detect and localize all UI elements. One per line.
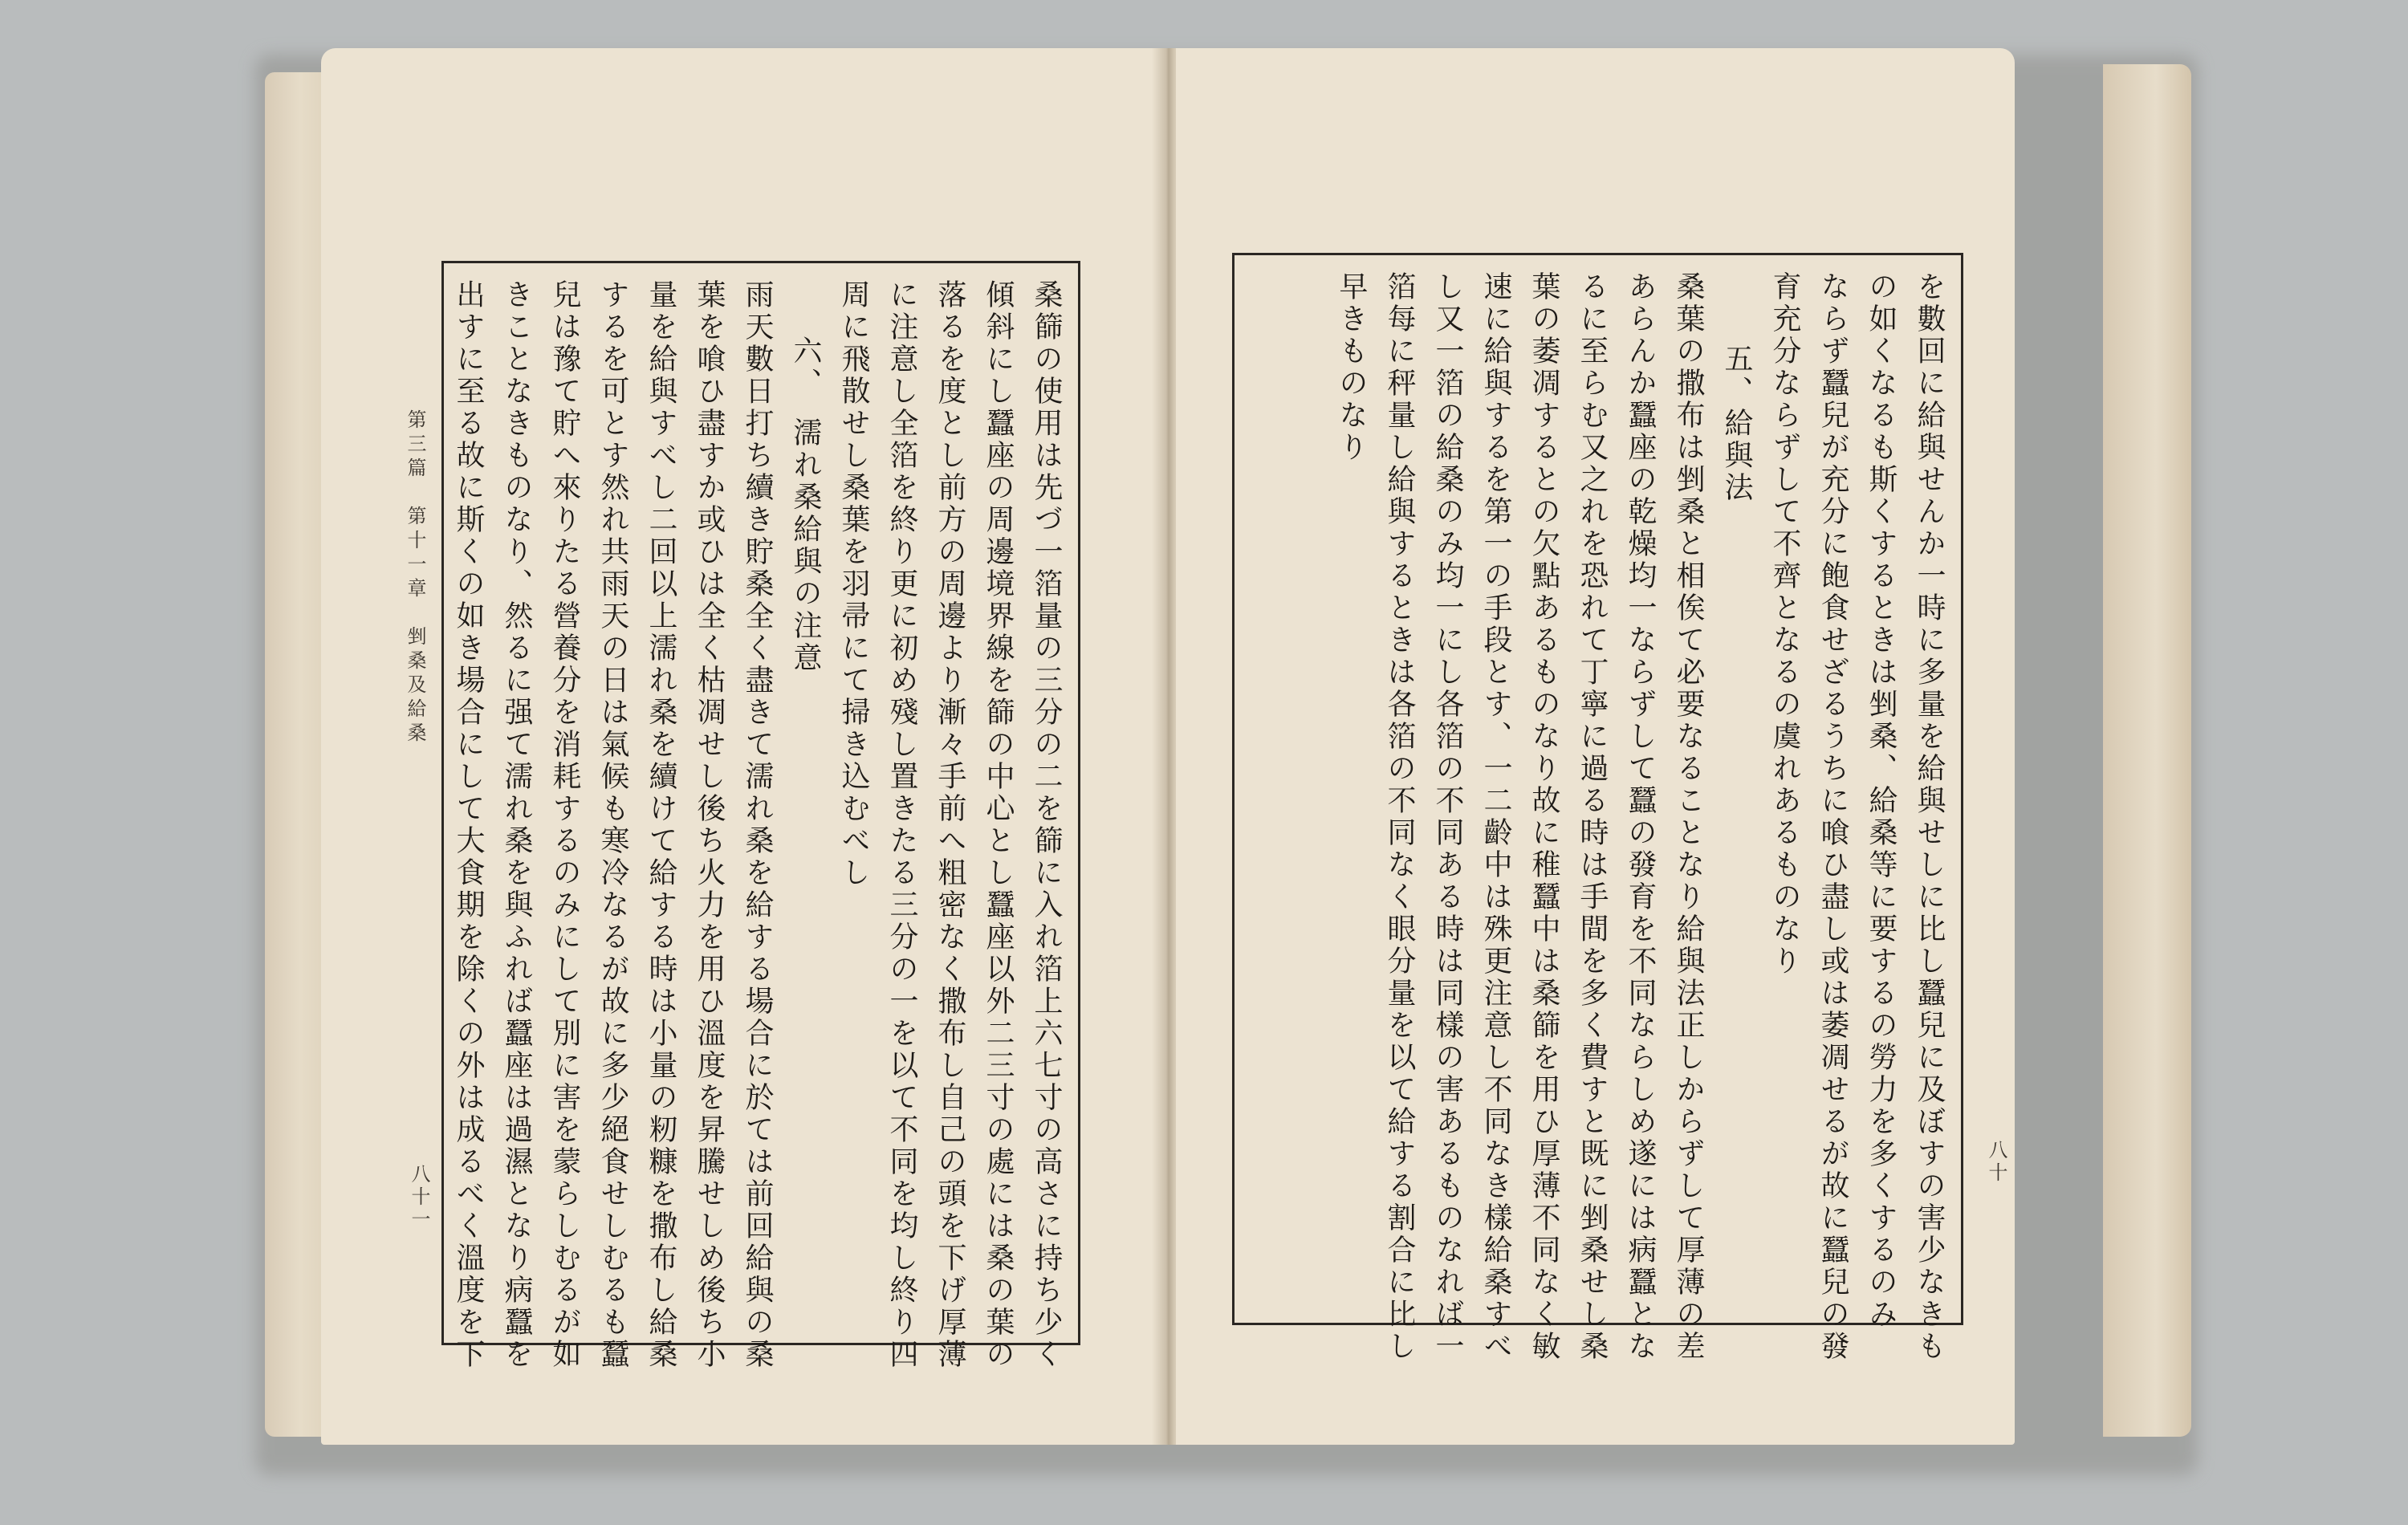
text-column: 雨天數日打ち續き貯桑全く盡きて濡れ桑を給する場合に於ては前回給與の桑	[741, 279, 774, 1371]
open-book	[265, 48, 2191, 1461]
text-columns-right	[1317, 271, 1946, 1363]
text-column: きことなきものなり、然るに强て濡れ桑を與ふれば蠶座は過濕となり病蠶を	[500, 279, 533, 1371]
text-column: 周に飛散せし桑葉を羽帚にて掃き込むべし	[837, 279, 870, 889]
text-column: 量を給與すべし二回以上濡れ桑を續けて給する時は小量の籾糠を撒布し給桑	[645, 279, 677, 1371]
text-column: の如くなるも斯くするときは剉桑、給桑等に要するの勞力を多くするのみ	[1865, 271, 1898, 1331]
section-heading: 六、 濡れ桑給與の注意	[789, 336, 822, 674]
text-columns-left	[434, 279, 1063, 1371]
text-column: 箔每に秤量し給與するときは各箔の不同なく眼分量を以て給する割合に比し	[1383, 271, 1416, 1363]
text-column: 早きものなり	[1335, 271, 1368, 464]
text-column: るに至らむ又之れを恐れて丁寧に過る時は手間を多く費すと既に剉桑せし桑	[1576, 271, 1609, 1363]
text-column: ならず蠶兒が充分に飽食せざるうちに喰ひ盡し或は萎凋せるが故に蠶兒の發	[1816, 271, 1849, 1363]
left-page	[321, 48, 1160, 1445]
text-column: 桑篩の使用は先づ一箔量の三分の二を篩に入れ箔上六七寸の高さに持ち少く	[1030, 279, 1063, 1371]
page-number-right: 八十	[1985, 1140, 2007, 1185]
page-number-left: 八十一	[408, 1164, 430, 1231]
text-column: 出すに至る故に斯くの如き場合にして大食期を除くの外は成るべく溫度を下	[452, 279, 485, 1371]
text-column: 兒は豫て貯へ來りたる營養分を消耗するのみにして別に害を蒙らしむるが如	[548, 279, 581, 1371]
text-frame-right	[1232, 253, 1963, 1363]
text-column: 育充分ならずして不齊となるの虞れあるものなり	[1768, 271, 1801, 978]
text-column: あらんか蠶座の乾燥均一ならずして蠶の發育を不同ならしめ遂には病蠶とな	[1624, 271, 1657, 1363]
text-column: するを可とす然れ共雨天の日は氣候も寒冷なるが故に多少絕食せしむるも蠶	[596, 279, 629, 1371]
text-column: 桑葉の撒布は剉桑と相俟て必要なることなり給與法正しからずして厚薄の差	[1672, 271, 1705, 1363]
text-column: 葉の萎凋するとの欠點あるものなり故に稚蠶中は桑篩を用ひ厚薄不同なく敏	[1527, 271, 1560, 1363]
text-column: 傾斜にし蠶座の周邊境界線を篩の中心とし蠶座以外二三寸の處には桑の葉の	[982, 279, 1015, 1371]
text-column: し又一箔の給桑のみ均一にし各箔の不同ある時は同樣の害あるものなれば一	[1431, 271, 1464, 1363]
text-column: を數回に給與せんか一時に多量を給與せしに比し蠶兒に及ぼすの害少なきも	[1913, 271, 1946, 1363]
section-heading: 五、給與法	[1720, 344, 1753, 504]
text-column: 葉を喰ひ盡すか或ひは全く枯凋せし後ち火力を用ひ溫度を昇騰せしめ後ち小	[693, 279, 726, 1371]
text-frame-left	[441, 261, 1080, 1371]
right-page	[1176, 48, 2015, 1445]
text-column: 速に給與するを第一の手段とす、一二齡中は殊更注意し不同なき樣給桑すべ	[1479, 271, 1512, 1363]
text-column: 落るを度とし前方の周邊より漸々手前へ粗密なく撒布し自己の頭を下げ厚薄	[934, 279, 966, 1371]
text-column: に注意し全箔を終り更に初め殘し置きたる三分の一を以て不同を均し終り四	[885, 279, 918, 1371]
right-page-edges	[2103, 64, 2191, 1437]
running-head: 第三篇 第十一章 剉桑及給桑	[404, 409, 426, 746]
